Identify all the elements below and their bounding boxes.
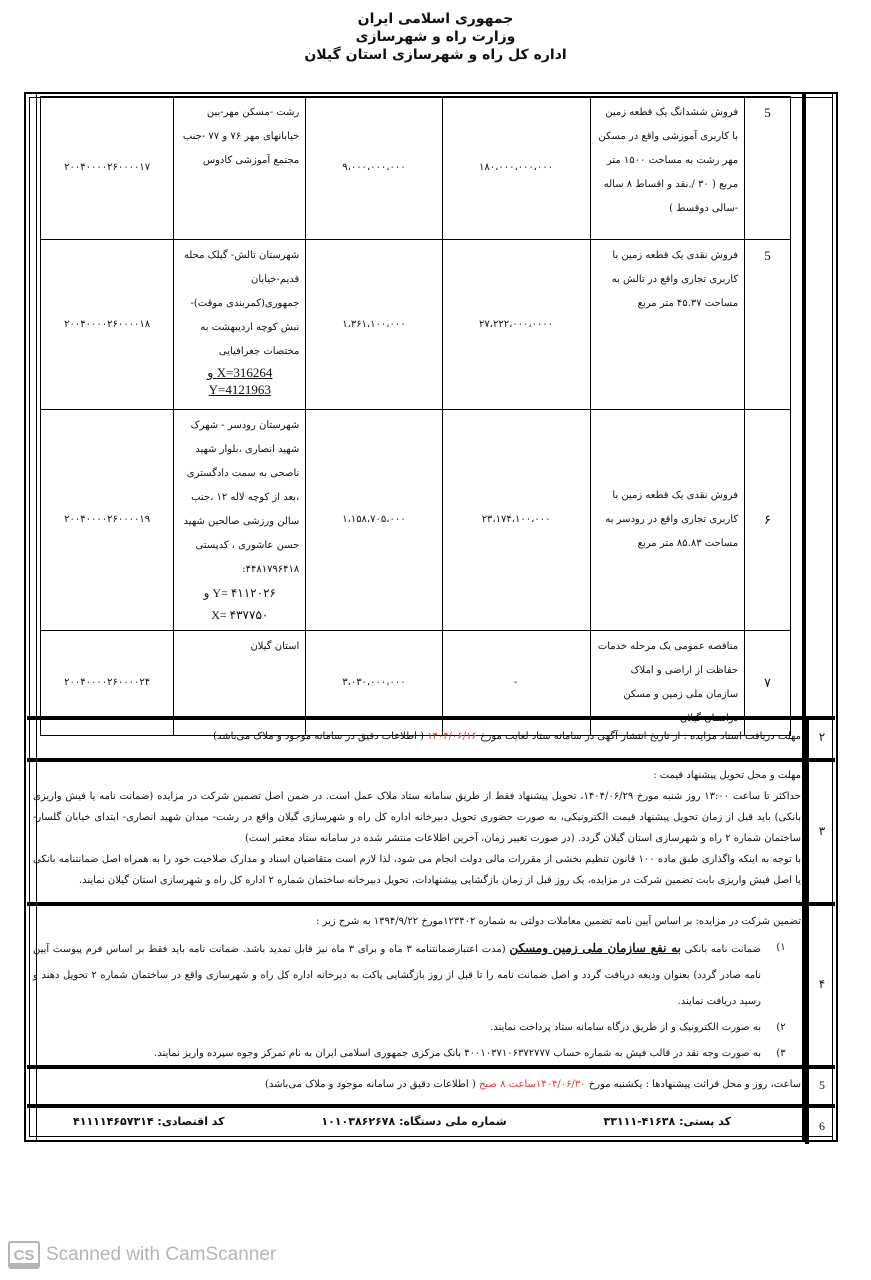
header-line-2: وزارت راه و شهرسازی — [355, 29, 516, 45]
section-number: ۳ — [805, 762, 835, 904]
deadline-note: ( اطلاعات دقیق در سامانه موجود و ملاک می‌باشد) — [213, 731, 424, 742]
paragraph: با توجه به اینکه واگذاری طبق ماده ۱۰۰ قانون تنظیم بخشی از مقررات مالی دولت انجام می شود، لذا لازم است متقاضیان اسناد و مدارک صلاحیت خود را به همراه اصل ضمانتنامه بانکی یا اصل فیش واریزی بابت تضمین شرکت در مزایده، یک روز قبل از زمان بازگشایی پیشنهادات، تحویل دبیرخانه ساختمان شماره ۲ اداره کل راه و شهرسازی استان گیلان نمایند. — [33, 854, 801, 886]
item-number: ۲) — [776, 1022, 786, 1033]
paragraph: حداکثر تا ساعت ۱۳:۰۰ روز شنبه مورخ ۱۴۰۴/۰۶/۲۹، تحویل پیشنهاد فقط از طریق سامانه ستاد ملاک عمل است. در ضمن اصل تضمین شرکت در مزایده (ضمانت نامه یا فیش واریزی بانکی) باید قبل از زمان تحویل پیشنهاد قیمت الکترونیکی، به صورت حضوری تحویل دبیرخانه اداره کل راه و شهرسازی گیلان واقع در رشت- میدان شهید انصاری- ابتدای خیابان گلسار- ساختمان شماره ۲ راه و شهرسازی استان گیلان گردد. (در صورت تغییر زمان، آخرین اطلاعات منتشر شده در سامانه ستاد معتبر است) — [33, 791, 801, 844]
address-text: شهرستان رودسر - شهرک شهید انصاری ،بلوار شهید ناصحی به سمت دادگستری ،بعد از کوچه لاله ۱۲ ،جنب سالن ورزشی صالحین شهید حسن عاشوری ، کدپستی ۴۴۸۱۷۹۶۴۱۸: — [183, 420, 300, 575]
section-number: ۲ — [805, 720, 835, 758]
coordinate-x: X= ۴۳۷۷۵۰ — [211, 608, 269, 622]
table-row — [41, 240, 791, 410]
base-price: - — [442, 631, 590, 736]
address-text: رشت -مسکن مهر-بین خیابانهای مهر ۷۶ و ۷۷ -جنب مجتمع آموزشی کادوس — [182, 107, 300, 166]
header-line-1: جمهوری اسلامی ایران — [357, 11, 514, 27]
opening-note: ( اطلاعات دقیق در سامانه موجود و ملاک می‌باشد) — [264, 1079, 476, 1090]
row-number: 5 — [745, 240, 791, 410]
address-text: استان گیلان — [250, 641, 300, 652]
section-title: تضمین شرکت در مزایده: بر اساس آیین نامه تضمین معاملات دولتی به شماره ۱۲۳۴۰۲مورخ ۱۳۹۴/۹/۲۲ به شرح زیر : — [316, 916, 801, 927]
beneficiary: به نفع سازمان ملی زمین ومسکن — [509, 941, 681, 955]
coordinate-y: Y= ۴۱۱۲۰۲۶ و — [203, 586, 276, 600]
section-document-deadline — [27, 716, 835, 758]
auction-code: ۲۰۰۴۰۰۰۰۲۶۰۰۰۰۲۴ — [41, 631, 174, 736]
item-description: فروش نقدی یک قطعه زمین با کاربری تجاری واقع در تالش به مساحت ۴۵.۳۷ متر مربع — [590, 240, 745, 410]
opening-date: ۱۴۰۴/۰۶/۳۰ساعت ۸ صبح — [478, 1079, 586, 1090]
section-number: ۴ — [805, 906, 835, 1066]
row-number: 5 — [745, 97, 791, 240]
deposit-amount: ۹،۰۰۰،۰۰۰،۰۰۰ — [306, 97, 442, 240]
national-id: شماره ملی دستگاه: ۱۰۱۰۳۸۶۲۶۷۸ — [321, 1115, 507, 1128]
row-number: ۷ — [745, 631, 791, 736]
auction-code: ۲۰۰۴۰۰۰۰۲۶۰۰۰۰۱۷ — [41, 97, 174, 240]
base-price: ۲۳،۱۷۴،۱۰۰،۰۰۰ — [442, 410, 590, 631]
address-text: شهرستان تالش- گیلک محله قدیم-خیابان جمهوری(کمربندی موقت)- نبش کوچه اردیبهشت به مختصات جغرافیایی — [183, 250, 300, 357]
coordinate-y: Y=4121963 — [208, 382, 271, 397]
section-guarantee — [27, 902, 835, 1066]
section-number: 5 — [805, 1069, 835, 1105]
guarantee-item-1 — [33, 935, 801, 1015]
opening-text: ساعت، روز و محل قرائت پیشنهادها : یکشنبه مورخ — [588, 1079, 801, 1090]
section-text — [33, 720, 801, 758]
deposit-amount: ۱،۱۵۸،۷۰۵،۰۰۰ — [306, 410, 442, 631]
item-text: به صورت وجه نقد در قالب فیش به شماره حساب ۴۰۰۱۰۳۷۱۰۶۳۷۲۷۷۷ بانک مرکزی جمهوری اسلامی ایران به نام تمرکز وجوه سپرده واریز نمایند. — [154, 1048, 761, 1059]
coordinate-x: X=316264 و — [207, 365, 273, 380]
auction-code: ۲۰۰۴۰۰۰۰۲۶۰۰۰۰۱۸ — [41, 240, 174, 410]
section-text — [33, 906, 801, 1066]
base-price: ۲۷،۲۲۲،۰۰۰،۰۰۰۰ — [442, 240, 590, 410]
postal-code: کد پستی: ۴۱۶۳۸-۳۳۱۱۱ — [603, 1115, 731, 1128]
auction-code: ۲۰۰۴۰۰۰۰۲۶۰۰۰۰۱۹ — [41, 410, 174, 631]
items-table — [40, 96, 791, 736]
camscanner-logo-icon: CS — [8, 1241, 40, 1269]
guarantee-item-3 — [33, 1041, 801, 1067]
item-text-cont: (مدت اعتبارضمانتنامه ۳ ماه و برای ۳ ماه نیز قابل تمدید باشد. ضمانت نامه باید فقط بر اساس فرم پیوست آیین نامه صادر گردد) بعنوان ودیعه دریافت گردد و اصل ضمانت نامه را تا قبل از روز بازگشایی پاکت به دیرخانه اداره کل راه و شهرسازی واقع در ساختمان شماره ۲ تحویل دهند و رسید دریافت نمایند. — [33, 944, 761, 1007]
item-number: ۱) — [776, 942, 786, 953]
row-number: ۶ — [745, 410, 791, 631]
item-description: فروش ششدانگ یک قطعه زمین با کاربری آموزشی واقع در مسکن مهر رشت به مساحت ۱۵۰۰ متر مربع ( ۳۰ /.نقد و اقساط ۸ ساله -سالی دوقسط ) — [590, 97, 745, 240]
item-description: مناقصه عمومی یک مرحله خدمات حفاظت از اراضی و املاک سازمان ملی زمین و مسکن دراستان گیلان — [590, 631, 745, 736]
item-description: فروش نقدی یک قطعه زمین با کاربری تجاری واقع در رودسر به مساحت ۸۵.۸۳ متر مربع — [590, 410, 745, 631]
section-text — [33, 1108, 801, 1144]
section-identifiers — [27, 1104, 835, 1144]
deposit-amount: ۱،۳۶۱،۱۰۰،۰۰۰ — [306, 240, 442, 410]
section-text — [33, 1069, 801, 1105]
document-header — [0, 10, 871, 64]
section-bid-opening — [27, 1065, 835, 1105]
deadline-text: مهلت دریافت اسناد مزایده : از تاریخ انتشار آگهی در سامانه ستاد لغایت مورخ — [480, 731, 801, 742]
item-address — [174, 97, 306, 240]
watermark-text: Scanned with CamScanner — [46, 1244, 277, 1265]
table-row — [41, 410, 791, 631]
deadline-date: ۱۴۰۴/۰۶/۱۶ — [427, 731, 477, 742]
section-text — [33, 762, 801, 904]
section-title: مهلت و محل تحویل پیشنهاد قیمت : — [653, 770, 801, 781]
item-number: ۳) — [776, 1048, 786, 1059]
item-address — [174, 240, 306, 410]
economic-code: کد اقتصادی: ۴۱۱۱۱۴۶۵۷۳۱۴ — [73, 1115, 225, 1128]
item-address — [174, 410, 306, 631]
deposit-amount: ۳،۰۳۰،۰۰۰،۰۰۰ — [306, 631, 442, 736]
section-bid-submission — [27, 758, 835, 904]
base-price: ۱۸۰،۰۰۰،۰۰۰،۰۰۰ — [442, 97, 590, 240]
camscanner-watermark — [8, 1241, 276, 1269]
item-text: به صورت الکترونیک و از طریق درگاه سامانه ستاد پرداخت نمایند. — [490, 1022, 761, 1033]
section-number: 6 — [805, 1108, 835, 1144]
table-row — [41, 97, 791, 240]
header-line-3: اداره کل راه و شهرسازی استان گیلان — [304, 47, 567, 63]
guarantee-item-2 — [33, 1015, 801, 1041]
item-text: ضمانت نامه بانکی — [684, 944, 761, 955]
